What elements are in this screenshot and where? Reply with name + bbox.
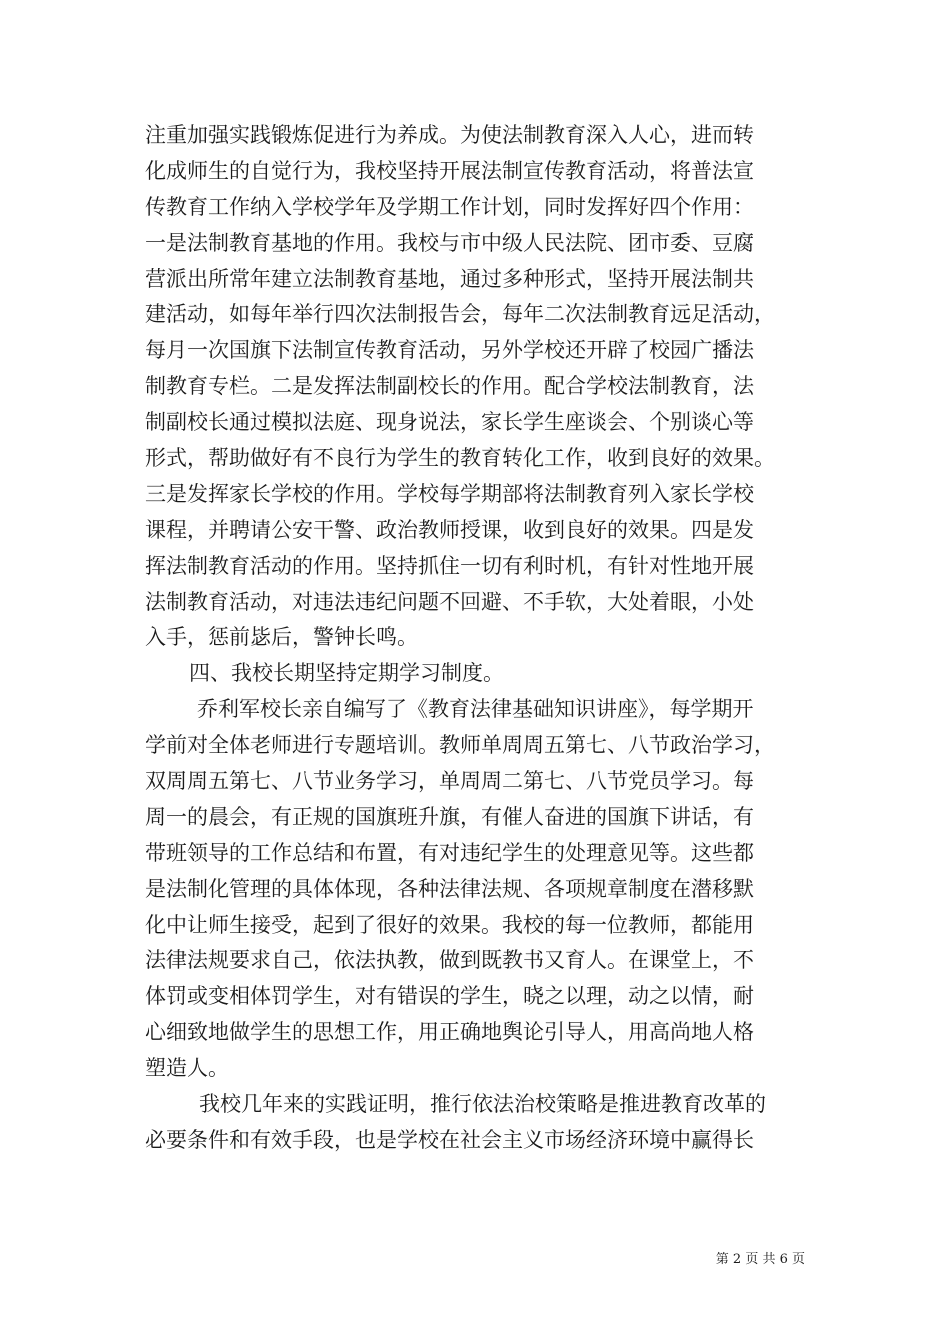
text-line: 法律法规要求自己，依法执教，做到既教书又育人。在课堂上，不 [145, 948, 754, 973]
text-line: 化成师生的自觉行为，我校坚持开展法制宣传教育活动，将普法宣 [145, 158, 754, 183]
text-line: 是法制化管理的具体体现，各种法律法规、各项规章制度在潜移默 [145, 876, 754, 901]
text-line: 体罚或变相体罚学生，对有错误的学生，晓之以理，动之以情，耐 [145, 984, 754, 1009]
paragraph-first-line: 乔利军校长亲自编写了《教育法律基础知识讲座》，每学期开 [197, 697, 754, 722]
text-line: 建活动，如每年举行四次法制报告会，每年二次法制教育远足活动， [145, 302, 775, 327]
text-line: 法制教育活动，对违法违纪问题不回避、不手软，大处着眼，小处 [145, 589, 754, 614]
text-line: 带班领导的工作总结和布置，有对违纪学生的处理意见等。这些都 [145, 840, 754, 865]
section-heading: 四、我校长期坚持定期学习制度。 [189, 661, 504, 686]
text-line: 化中让师生接受，起到了很好的效果。我校的每一位教师，都能用 [145, 912, 754, 937]
text-line: 学前对全体老师进行专题培训。教师单周周五第七、八节政治学习， [145, 733, 775, 758]
text-line: 必要条件和有效手段，也是学校在社会主义市场经济环境中赢得长 [145, 1127, 754, 1152]
text-line: 形式，帮助做好有不良行为学生的教育转化工作，收到良好的效果。 [145, 446, 775, 471]
text-line: 入手，惩前毖后，警钟长鸣。 [145, 625, 418, 650]
text-line: 周一的晨会，有正规的国旗班升旗，有催人奋进的国旗下讲话，有 [145, 804, 754, 829]
text-line: 挥法制教育活动的作用。坚持抓住一切有利时机，有针对性地开展 [145, 553, 754, 578]
text-line: 传教育工作纳入学校学年及学期工作计划，同时发挥好四个作用： [145, 194, 754, 219]
text-line: 塑造人。 [145, 1056, 229, 1081]
text-line: 三是发挥家长学校的作用。学校每学期部将法制教育列入家长学校 [145, 481, 754, 506]
page-number: 第 2 页 共 6 页 [715, 1252, 805, 1267]
body-text [145, 118, 810, 1159]
text-line: 心细致地做学生的思想工作，用正确地舆论引导人，用高尚地人格 [145, 1020, 754, 1045]
text-line: 每月一次国旗下法制宣传教育活动，另外学校还开辟了校园广播法 [145, 338, 754, 363]
paragraph-first-line: 我校几年来的实践证明，推行依法治校策略是推进教育改革的 [199, 1092, 766, 1117]
text-line: 一是法制教育基地的作用。我校与市中级人民法院、团市委、豆腐 [145, 230, 754, 255]
text-line: 制副校长通过模拟法庭、现身说法，家长学生座谈会、个别谈心等 [145, 410, 754, 435]
text-line: 制教育专栏。二是发挥法制副校长的作用。配合学校法制教育，法 [145, 374, 754, 399]
text-line: 注重加强实践锻炼促进行为养成。为使法制教育深入人心，进而转 [145, 123, 754, 147]
text-line: 课程，并聘请公安干警、政治教师授课，收到良好的效果。四是发 [145, 517, 754, 542]
text-line: 双周周五第七、八节业务学习，单周周二第七、八节党员学习。每 [145, 769, 754, 794]
text-line: 营派出所常年建立法制教育基地，通过多种形式，坚持开展法制共 [145, 266, 754, 291]
